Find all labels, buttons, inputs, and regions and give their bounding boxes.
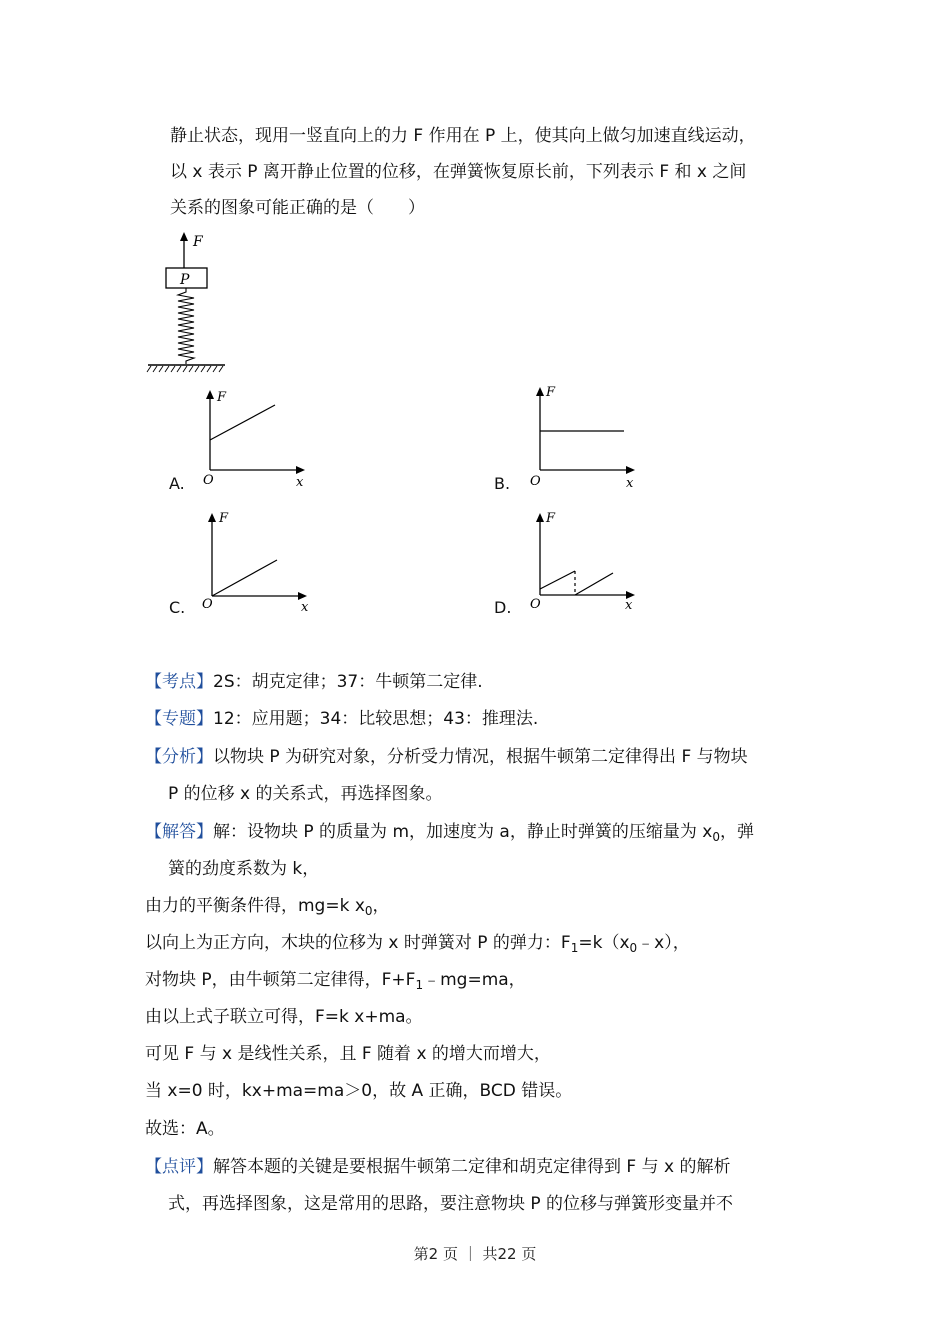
dianping-text-1: 解答本题的关键是要根据牛顿第二定律和胡克定律得到 F 与 x 的解析 — [213, 1157, 731, 1177]
equation-2 — [145, 931, 690, 960]
force-label: F — [193, 234, 203, 250]
dianping-tag: 【点评】 — [145, 1157, 213, 1177]
question-line-2: 以 x 表示 P 离开静止位置的位移，在弹簧恢复原长前，下列表示 F 和 x 之间 — [170, 162, 747, 182]
origin-label: O — [202, 597, 213, 612]
y-axis-label: F — [219, 511, 229, 526]
subscript-0: 0 — [712, 830, 720, 844]
graph-d — [525, 505, 650, 615]
spring-coil — [178, 288, 194, 364]
equation-2-text: 以向上为正方向，木块的位移为 x 时弹簧对 P 的弹力：F — [145, 933, 571, 953]
origin-label: O — [530, 597, 541, 612]
equation-6: 当 x=0 时，kx+ma=ma＞0，故 A 正确，BCD 错误。 — [145, 1081, 573, 1101]
x-axis-label: x — [626, 476, 634, 489]
x-axis-label: x — [625, 598, 633, 613]
jieda-text-1a: 解：设物块 P 的质量为 m，加速度为 a，静止时弹簧的压缩量为 x — [213, 822, 713, 842]
graph-a — [195, 384, 320, 494]
option-a-label: A. — [169, 474, 185, 493]
equation-2-mid: =k（x — [578, 933, 630, 953]
jieda-line-2: 簧的劲度系数为 k， — [168, 859, 320, 879]
y-axis-label: F — [546, 385, 556, 400]
equation-3-tail: ﹣mg=ma， — [423, 970, 526, 990]
equation-3-text: 对物块 P，由牛顿第二定律得，F+F — [145, 970, 416, 990]
answer-line: 故选：A。 — [145, 1119, 225, 1139]
option-c-label: C. — [169, 598, 186, 617]
equation-1 — [145, 894, 390, 923]
jieda-text-1b: ，弹 — [719, 822, 754, 842]
y-axis-label: F — [546, 511, 556, 526]
equation-5: 可见 F 与 x 是线性关系，且 F 随着 x 的增大而增大， — [145, 1044, 551, 1064]
option-b-label: B. — [494, 474, 511, 493]
option-d-label: D. — [494, 598, 512, 617]
fenxi-line-1 — [145, 745, 748, 769]
x-axis-arrow — [296, 466, 305, 474]
graph-c-line — [212, 560, 277, 596]
block-label: P — [180, 272, 190, 288]
graph-b — [525, 379, 650, 489]
graph-d-line-1 — [540, 571, 575, 589]
equation-1-text: 由力的平衡条件得，mg=k x — [145, 896, 365, 916]
origin-label: O — [203, 473, 214, 488]
subscript-1: 1 — [570, 941, 579, 955]
x-axis-arrow — [298, 592, 307, 600]
y-axis-label: F — [217, 390, 227, 405]
y-axis-arrow — [536, 513, 544, 522]
page-footer: 第2 页 ｜ 共22 页 — [413, 1245, 537, 1263]
force-arrow-head — [180, 232, 188, 241]
jieda-line-1 — [145, 820, 754, 849]
question-line-1: 静止状态，现用一竖直向上的力 F 作用在 P 上，使其向上做匀加速直线运动， — [170, 126, 756, 146]
origin-label: O — [530, 474, 541, 489]
zhuanti-line — [145, 707, 538, 731]
jieda-tag: 【解答】 — [145, 822, 213, 842]
y-axis-arrow — [206, 390, 214, 399]
x-axis-label: x — [296, 475, 304, 490]
x-axis-label: x — [301, 600, 309, 615]
graph-a-line — [210, 405, 275, 440]
fenxi-text-1: 以物块 P 为研究对象，分析受力情况，根据牛顿第二定律得出 F 与物块 — [213, 747, 748, 767]
subscript-1: 1 — [415, 978, 424, 992]
graph-c — [197, 507, 322, 617]
fenxi-line-2: P 的位移 x 的关系式，再选择图象。 — [168, 784, 443, 804]
kaodian-line — [145, 670, 483, 694]
y-axis-arrow — [208, 513, 216, 522]
zhuanti-tag: 【专题】 — [145, 709, 213, 729]
subscript-0: 0 — [629, 941, 638, 955]
equation-1-tail: ， — [372, 896, 390, 916]
equation-4: 由以上式子联立可得，F=k x+ma。 — [145, 1007, 423, 1027]
equation-3 — [145, 968, 526, 997]
dianping-line-1 — [145, 1155, 730, 1179]
equation-2-tail: ﹣x）， — [637, 933, 690, 953]
kaodian-text: 2S：胡克定律；37：牛顿第二定律. — [213, 672, 483, 692]
y-axis-arrow — [536, 387, 544, 396]
zhuanti-text: 12：应用题；34：比较思想；43：推理法. — [213, 709, 539, 729]
question-line-3: 关系的图象可能正确的是（ ） — [170, 198, 425, 218]
fenxi-tag: 【分析】 — [145, 747, 213, 767]
dianping-line-2: 式，再选择图象，这是常用的思路，要注意物块 P 的位移与弹簧形变量并不 — [168, 1194, 734, 1214]
x-axis-arrow — [626, 466, 635, 474]
spring-block-figure — [145, 228, 235, 376]
kaodian-tag: 【考点】 — [145, 672, 213, 692]
ground-hatch — [147, 366, 223, 372]
subscript-0: 0 — [364, 904, 373, 918]
graph-d-line-2 — [575, 573, 613, 595]
